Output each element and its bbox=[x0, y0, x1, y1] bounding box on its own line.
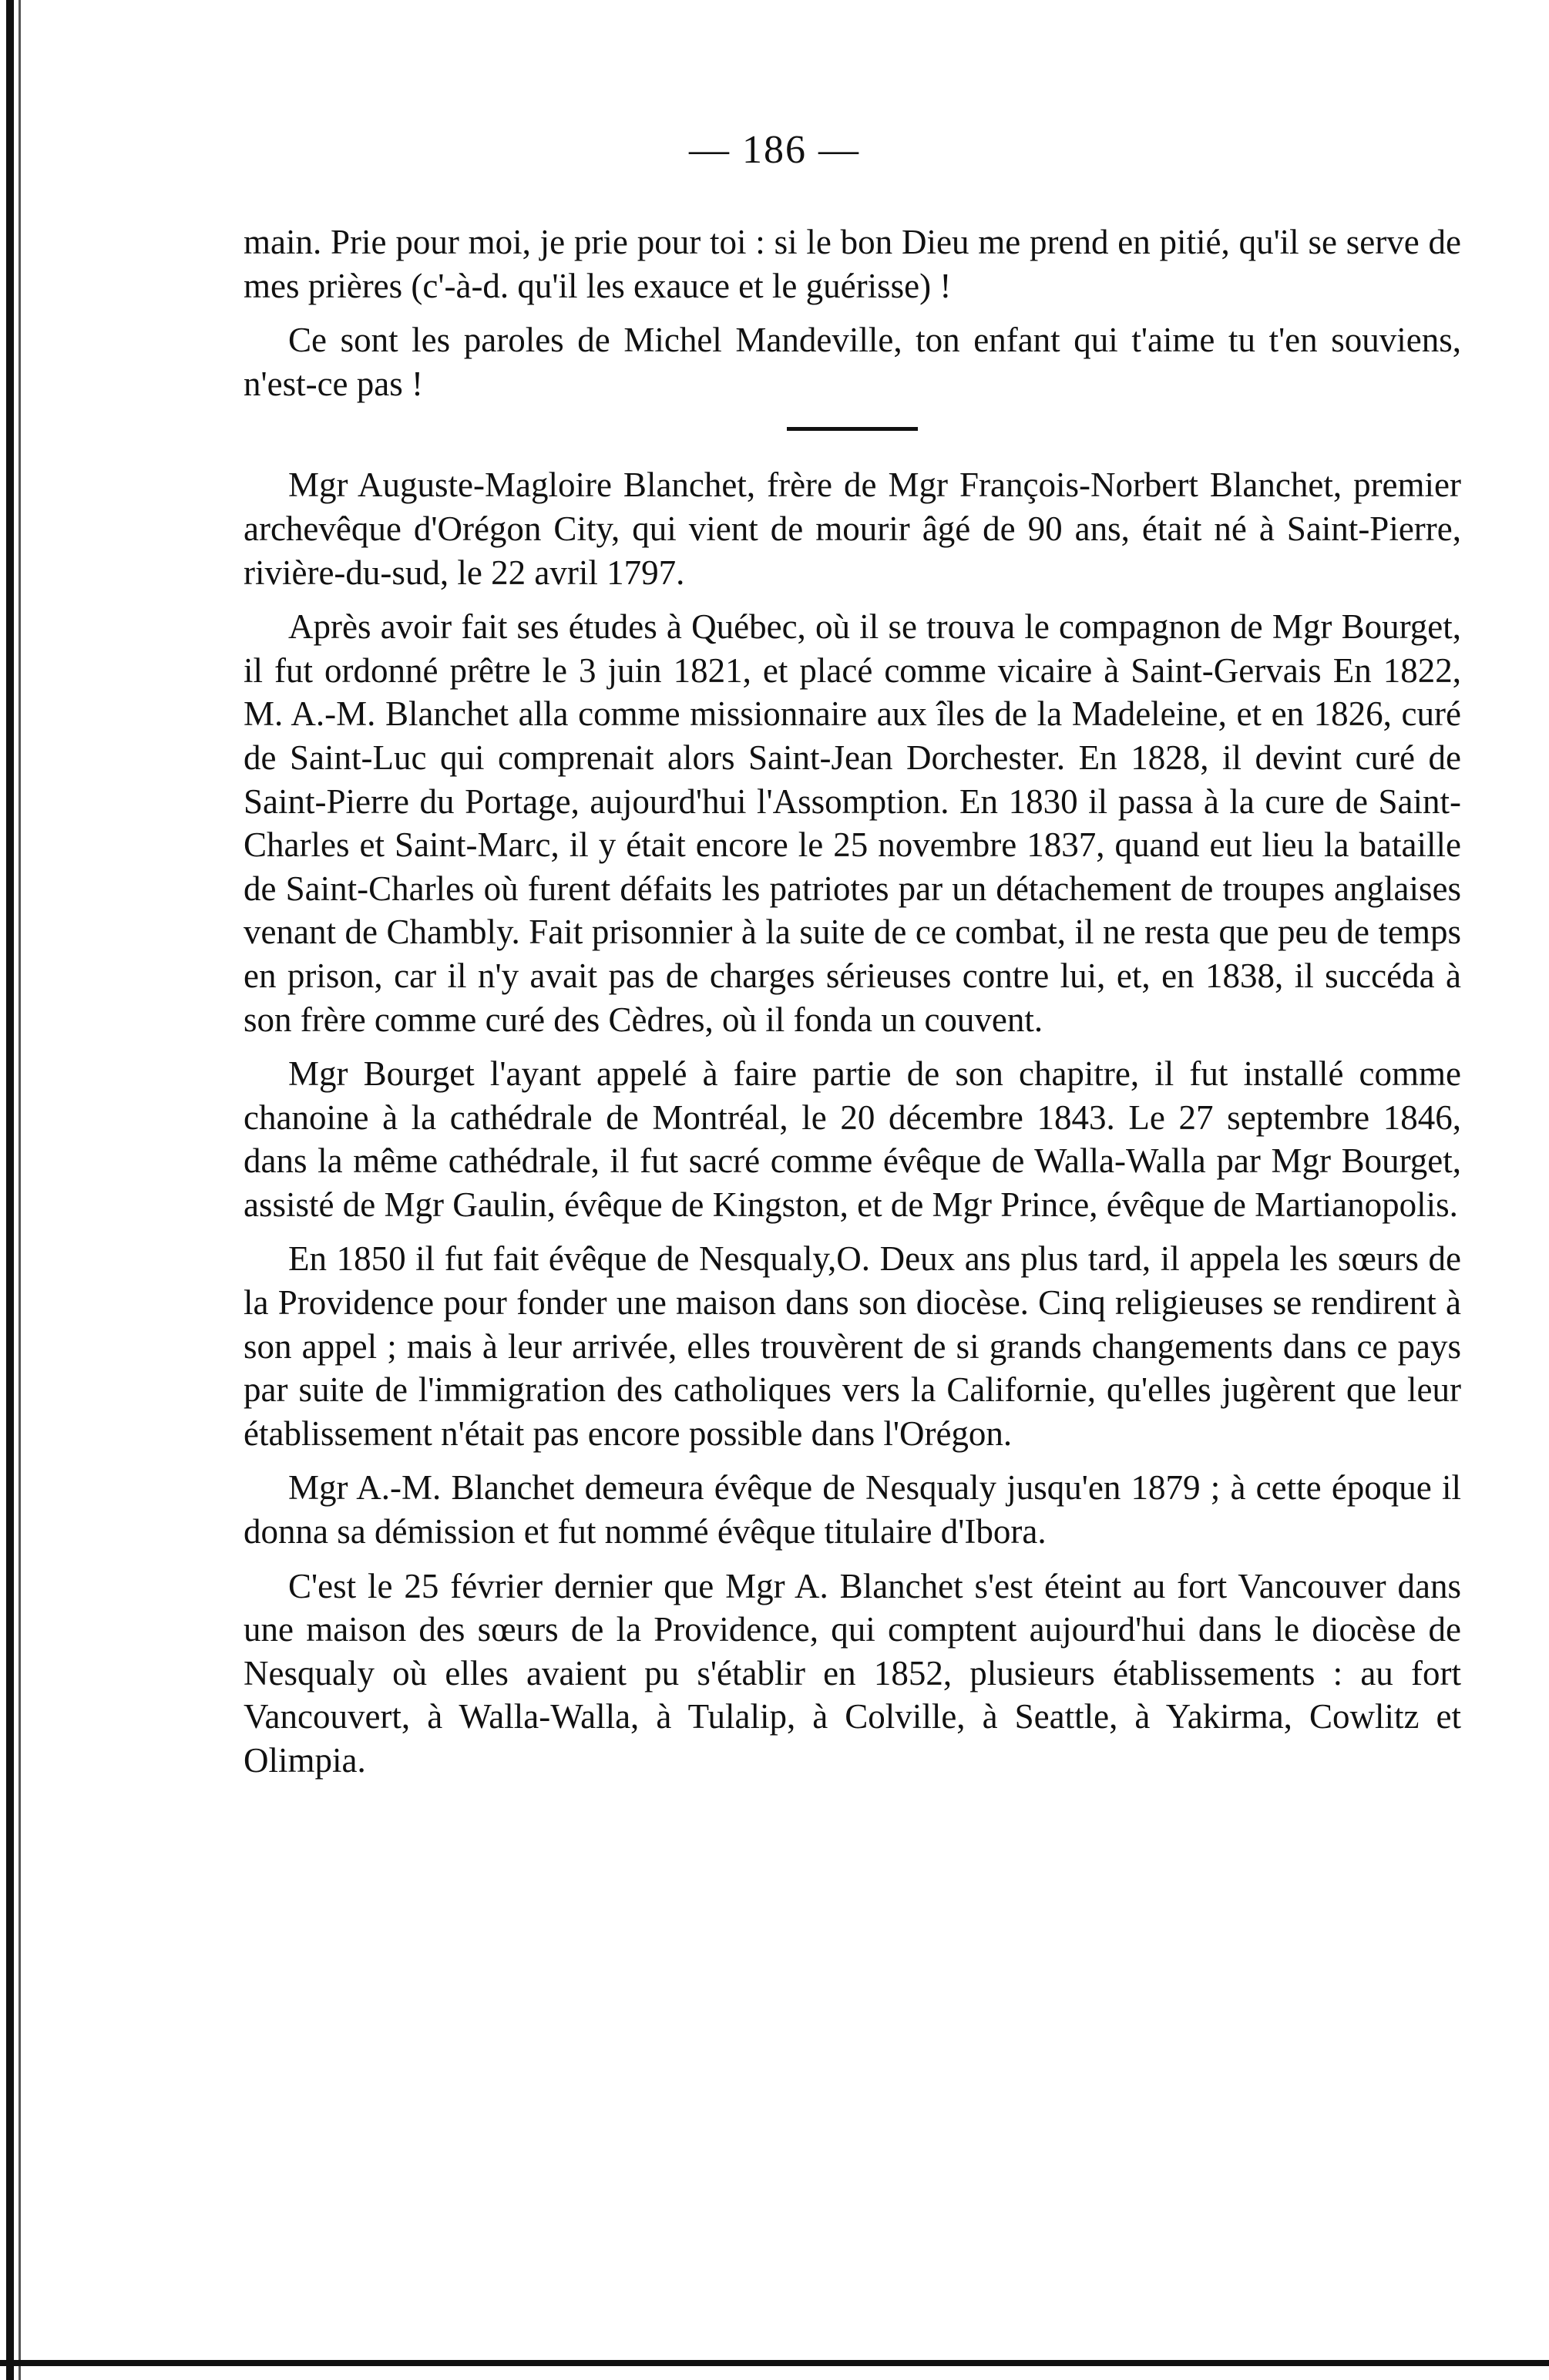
paragraph-death: C'est le 25 février dernier que Mgr A. Blanchet s'est éteint au fort Vancouver dans une maison des sœurs de la Providence, qui comptent aujourd'hui dans le diocèse de Nesqualy où elles avaient pu s'établir en 1852, plusieurs établissements : au fort Vancouvert, à Walla-Walla, à Tulalip, à Colville, à Seattle, à Yakirma, Cowlitz et Olimpia. bbox=[244, 1566, 1461, 1780]
section-separator bbox=[787, 427, 918, 431]
page-edge-rule bbox=[6, 0, 14, 2380]
paragraph-resignation: Mgr A.-M. Blanchet demeura évêque de Nesqualy jusqu'en 1879 ; à cette époque il donna sa démission et fut nommé évêque titulaire d'Ibora. bbox=[244, 1468, 1461, 1551]
paragraph-signature: Ce sont les paroles de Michel Mandeville, ton enfant qui t'aime tu t'en souviens, n'est-ce pas ! bbox=[244, 321, 1461, 403]
paragraph-intro-blanchet: Mgr Auguste-Magloire Blanchet, frère de Mgr François-Norbert Blanchet, premier archevêque d'Orégon City, qui vient de mourir âgé de 90 ans, était né à Saint-Pierre, rivière-du-sud, le 22 avril 1797. bbox=[244, 466, 1461, 592]
page-edge-rule-thin bbox=[18, 0, 21, 2380]
paragraph-letter-end: main. Prie pour moi, je prie pour toi : si le bon Dieu me prend en pitié, qu'il se serve de mes prières (c'-à-d. qu'il les exauce et le guérisse) ! bbox=[244, 223, 1461, 305]
page-bottom-rule bbox=[0, 2360, 1549, 2366]
page-number: — 186 — bbox=[689, 128, 860, 172]
paragraph-consecration: Mgr Bourget l'ayant appelé à faire partie de son chapitre, il fut installé comme chanoine à la cathédrale de Montréal, le 20 décembre 1843. Le 27 septembre 1846, dans la même cathédrale, il fut sacré comme évêque de Walla-Walla par Mgr Bourget, assisté de Mgr Gaulin, évêque de Kingston, et de Mgr Prince, évêque de Martianopolis. bbox=[244, 1054, 1461, 1224]
article-body bbox=[244, 220, 1461, 1793]
paragraph-early-career: Après avoir fait ses études à Québec, où il se trouva le compagnon de Mgr Bourget, il fut ordonné prêtre le 3 juin 1821, et placé comme vicaire à Saint-Gervais En 1822, M. A.-M. Blanchet alla comme missionnaire aux îles de la Madeleine, et en 1826, curé de Saint-Luc qui comprenait alors Saint-Jean Dorchester. En 1828, il devint curé de Saint-Pierre du Portage, aujourd'hui l'Assomption. En 1830 il passa à la cure de Saint-Charles et Saint-Marc, il y était encore le 25 novembre 1837, quand eut lieu la bataille de Saint-Charles où furent défaits les patriotes par un détachement de troupes anglaises venant de Chambly. Fait prisonnier à la suite de ce combat, il ne resta que peu de temps en prison, car il n'y avait pas de charges sérieuses contre lui, et, en 1838, il succéda à son frère comme curé des Cèdres, où il fonda un couvent. bbox=[244, 607, 1461, 1039]
paragraph-nesqualy: En 1850 il fut fait évêque de Nesqualy,O. Deux ans plus tard, il appela les sœurs de la Providence pour fonder une maison dans son diocèse. Cinq religieuses se rendirent à son appel ; mais à leur arrivée, elles trouvèrent de si grands changements dans ce pays par suite de l'immigration des catholiques vers la Californie, qu'elles jugèrent que leur établissement n'était pas encore possible dans l'Orégon. bbox=[244, 1239, 1461, 1453]
